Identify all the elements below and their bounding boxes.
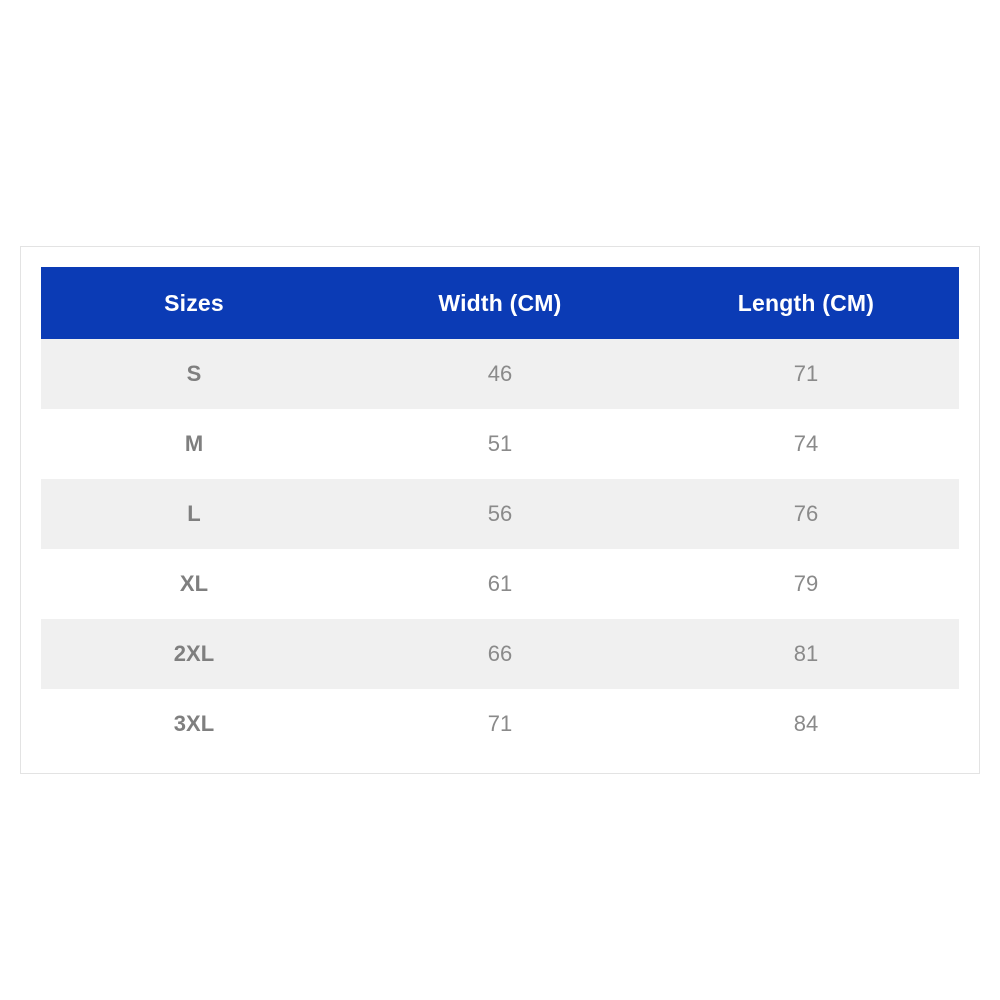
column-header-width: Width (CM) <box>438 289 562 316</box>
table-row <box>41 549 959 619</box>
table-header-row <box>41 267 959 339</box>
cell-length: 76 <box>793 501 819 526</box>
table-row <box>41 619 959 689</box>
cell-width: 46 <box>487 361 513 386</box>
table-row <box>41 339 959 409</box>
column-header-sizes: Sizes <box>164 289 224 316</box>
size-chart-table <box>41 267 959 759</box>
cell-size: 2XL <box>173 641 215 666</box>
cell-size: L <box>187 501 201 526</box>
cell-width: 51 <box>487 431 513 456</box>
cell-length: 74 <box>793 431 819 456</box>
cell-width: 56 <box>487 501 513 526</box>
cell-length: 79 <box>793 571 819 596</box>
table-row <box>41 409 959 479</box>
table-row <box>41 689 959 759</box>
cell-width: 61 <box>487 571 513 596</box>
cell-length: 81 <box>793 641 819 666</box>
cell-size: S <box>186 361 202 386</box>
table-body <box>41 339 959 759</box>
cell-length: 71 <box>793 361 819 386</box>
cell-width: 66 <box>487 641 513 666</box>
cell-size: 3XL <box>173 711 215 736</box>
table-header <box>41 267 959 339</box>
table-row <box>41 479 959 549</box>
cell-length: 84 <box>793 711 819 736</box>
cell-size: XL <box>179 571 209 596</box>
cell-size: M <box>184 431 204 456</box>
size-chart-card <box>20 246 980 774</box>
column-header-length: Length (CM) <box>737 289 875 316</box>
cell-width: 71 <box>487 711 513 736</box>
